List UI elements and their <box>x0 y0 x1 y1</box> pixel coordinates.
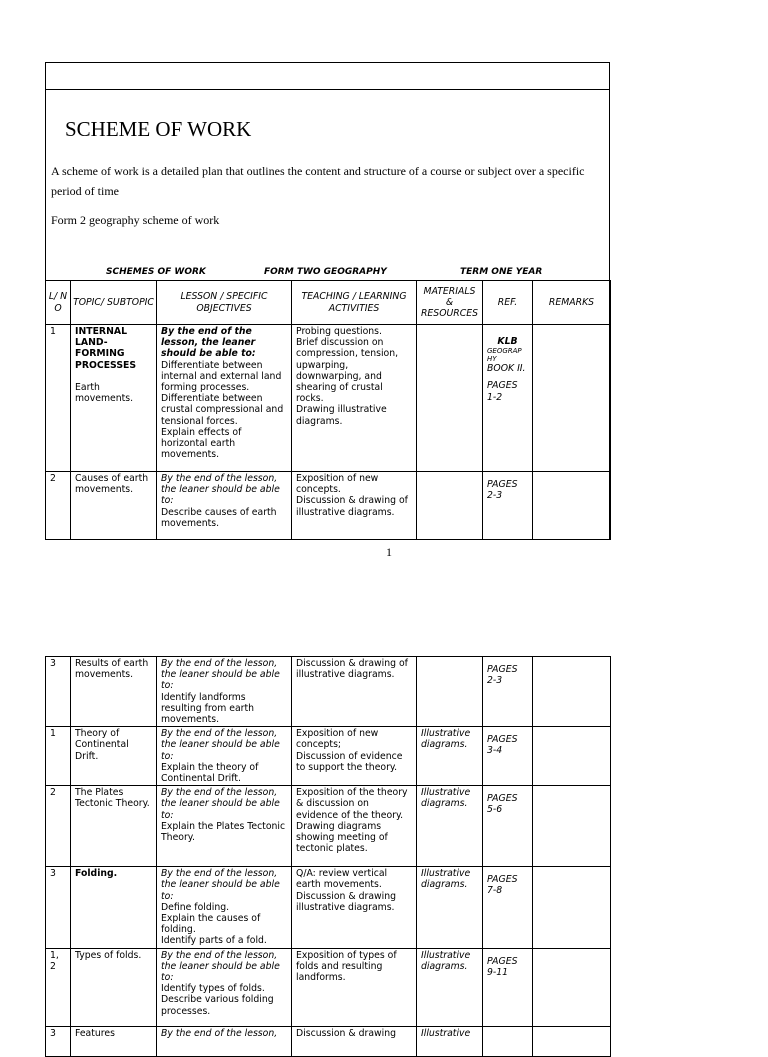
header-activities: TEACHING / LEARNING ACTIVITIES <box>292 281 417 325</box>
objective-item: Identify parts of a fold. <box>161 935 267 947</box>
activity-item: Brief discussion on compression, tension, upwarping, downwarping, and shearing of crustal rocks. <box>296 337 399 405</box>
activity-item: Discussion of evidence to support the theory. <box>296 750 403 773</box>
table-row <box>46 1026 611 1056</box>
topic-cell: Features <box>71 1026 157 1056</box>
intro-paragraph: A scheme of work is a detailed plan that outlines the content and structure of a course or subject over a specific period of time <box>51 164 585 198</box>
table-header-row <box>46 281 611 325</box>
scheme-table-page-1 <box>45 280 611 540</box>
ref-klb: KLB <box>497 336 518 347</box>
heading-schemes: SCHEMES OF WORK <box>106 267 206 277</box>
materials-cell: Illustrative diagrams. <box>417 786 483 867</box>
ref-book: BOOK II. <box>487 363 526 375</box>
ref-pages: PAGES 7-8 <box>487 874 518 897</box>
objectives-intro: By the end of the lesson, the leaner should be able to: <box>161 787 280 821</box>
materials-cell: Illustrative diagrams. <box>417 867 483 948</box>
topic-cell: Results of earth movements. <box>71 657 157 727</box>
objectives-intro: By the end of the lesson, the leaner should be able to: <box>161 326 256 360</box>
topic-sub: Earth movements. <box>75 381 134 405</box>
objective-item: Identify landforms resulting from earth movements. <box>161 691 255 726</box>
activity-item: Drawing diagrams showing meeting of tectonic plates. <box>296 820 388 855</box>
objective-item: Explain effects of horizontal earth movements. <box>161 426 242 461</box>
header-lesson-no: L/ N O <box>46 281 71 325</box>
materials-cell <box>417 472 483 540</box>
remarks-cell <box>533 727 611 786</box>
objectives-intro: By the end of the lesson, the leaner should be able to: <box>161 728 280 762</box>
ref-cell <box>483 786 533 867</box>
activities-cell: Exposition of types of folds and resulting landforms. <box>292 948 417 1026</box>
table-row <box>46 948 611 1026</box>
ref-pages: PAGES 2-3 <box>487 479 518 502</box>
header-objectives: LESSON / SPECIFIC OBJECTIVES <box>157 281 292 325</box>
activity-item: Exposition of new concepts; <box>296 728 379 751</box>
objective-item: Describe various folding processes. <box>161 994 274 1017</box>
page-number: 1 <box>386 545 392 559</box>
activities-cell: Discussion & drawing of illustrative diagrams. <box>292 657 417 727</box>
objective-item: Describe causes of earth movements. <box>161 506 277 529</box>
objectives-cell <box>157 325 292 472</box>
topic-cell <box>71 325 157 472</box>
materials-cell <box>417 657 483 727</box>
objective-item: Differentiate between internal and external land forming processes. <box>161 359 282 394</box>
header-strip <box>46 63 609 90</box>
remarks-cell <box>533 948 611 1026</box>
ref-pages: PAGES 9-11 <box>487 955 518 978</box>
activities-cell <box>292 867 417 948</box>
activity-item: Exposition of the theory & discussion on evidence of the theory. <box>296 787 408 821</box>
objectives-cell <box>157 867 292 948</box>
ref-cell <box>483 657 533 727</box>
document-subtitle: Form 2 geography scheme of work <box>51 213 220 227</box>
materials-cell: Illustrative diagrams. <box>417 948 483 1026</box>
activity-item: Discussion & drawing illustrative diagrams. <box>296 890 397 913</box>
objective-item: Differentiate between crustal compressional and tensional forces. <box>161 393 284 427</box>
table-row <box>46 657 611 727</box>
table-row <box>46 472 611 540</box>
remarks-cell <box>533 786 611 867</box>
objectives-cell <box>157 786 292 867</box>
document-title: SCHEME OF WORK <box>65 117 252 141</box>
objectives-cell <box>157 727 292 786</box>
ref-cell <box>483 1026 533 1056</box>
header-topic: TOPIC/ SUBTOPIC <box>71 281 157 325</box>
remarks-cell <box>533 657 611 727</box>
ref-pages: PAGES 5-6 <box>487 793 518 816</box>
schemes-heading <box>46 267 611 281</box>
activities-cell <box>292 727 417 786</box>
materials-cell: Illustrative <box>417 1026 483 1056</box>
activity-item: Drawing illustrative diagrams. <box>296 404 387 427</box>
ref-pages: PAGES 2-3 <box>487 664 518 687</box>
objective-item: Define folding. <box>161 901 230 913</box>
lesson-no: 1 <box>46 727 71 786</box>
header-materials: MATERIALS & RESOURCES <box>417 281 483 325</box>
remarks-cell <box>533 325 611 472</box>
objectives-cell <box>157 472 292 540</box>
heading-form: FORM TWO GEOGRAPHY <box>264 267 387 277</box>
remarks-cell <box>533 472 611 540</box>
scheme-table-page-2 <box>45 656 611 1057</box>
objectives-intro: By the end of the lesson, the leaner should be able to: <box>161 868 280 902</box>
lesson-no: 3 <box>46 1026 71 1056</box>
objective-item: Explain the theory of Continental Drift. <box>161 761 259 785</box>
remarks-cell <box>533 1026 611 1056</box>
ref-cell <box>483 867 533 948</box>
topic-cell: The Plates Tectonic Theory. <box>71 786 157 867</box>
ref-cell <box>483 472 533 540</box>
remarks-cell <box>533 867 611 948</box>
activity-item: Probing questions. <box>296 326 382 337</box>
ref-pages: PAGES 1-2 <box>487 380 518 403</box>
ref-geography: GEOGRAP HY <box>487 347 522 364</box>
table-row <box>46 727 611 786</box>
topic-main: INTERNAL LAND-FORMING PROCESSES <box>75 326 137 371</box>
materials-cell: Illustrative diagrams. <box>417 727 483 786</box>
topic-cell: Types of folds. <box>71 948 157 1026</box>
activities-cell <box>292 472 417 540</box>
table-row <box>46 325 611 472</box>
activity-item: Exposition of new concepts. <box>296 473 379 496</box>
objectives-cell: By the end of the lesson, <box>157 1026 292 1056</box>
ref-cell <box>483 325 533 472</box>
lesson-no: 1, 2 <box>46 948 71 1026</box>
materials-cell <box>417 325 483 472</box>
activities-cell: Discussion & drawing <box>292 1026 417 1056</box>
ref-cell <box>483 948 533 1026</box>
activity-item: Discussion & drawing of illustrative diagrams. <box>296 495 408 518</box>
header-ref: REF. <box>483 281 533 325</box>
activity-item: Q/A: review vertical earth movements. <box>296 868 388 891</box>
ref-pages: PAGES 3-4 <box>487 734 518 757</box>
ref-cell <box>483 727 533 786</box>
activities-cell <box>292 325 417 472</box>
objectives-cell <box>157 948 292 1026</box>
topic-cell: Causes of earth movements. <box>71 472 157 540</box>
topic-cell: Theory of Continental Drift. <box>71 727 157 786</box>
objective-item: Identify types of folds. <box>161 983 265 995</box>
activities-cell <box>292 786 417 867</box>
topic-cell: Folding. <box>71 867 157 948</box>
lesson-no: 1 <box>46 325 71 472</box>
objectives-intro: By the end of the lesson, the leaner should be able to: <box>161 658 280 692</box>
lesson-no: 2 <box>46 472 71 540</box>
lesson-no: 2 <box>46 786 71 867</box>
table-row <box>46 867 611 948</box>
objectives-intro: By the end of the lesson, the leaner should be able to: <box>161 473 280 507</box>
heading-term: TERM ONE YEAR <box>460 267 543 277</box>
header-remarks: REMARKS <box>533 281 611 325</box>
lesson-no: 3 <box>46 867 71 948</box>
objectives-cell <box>157 657 292 727</box>
objective-item: Explain the causes of folding. <box>161 913 261 936</box>
objectives-intro: By the end of the lesson, the leaner should be able to: <box>161 949 280 984</box>
table-row <box>46 786 611 867</box>
objective-item: Explain the Plates Tectonic Theory. <box>161 820 286 844</box>
lesson-no: 3 <box>46 657 71 727</box>
